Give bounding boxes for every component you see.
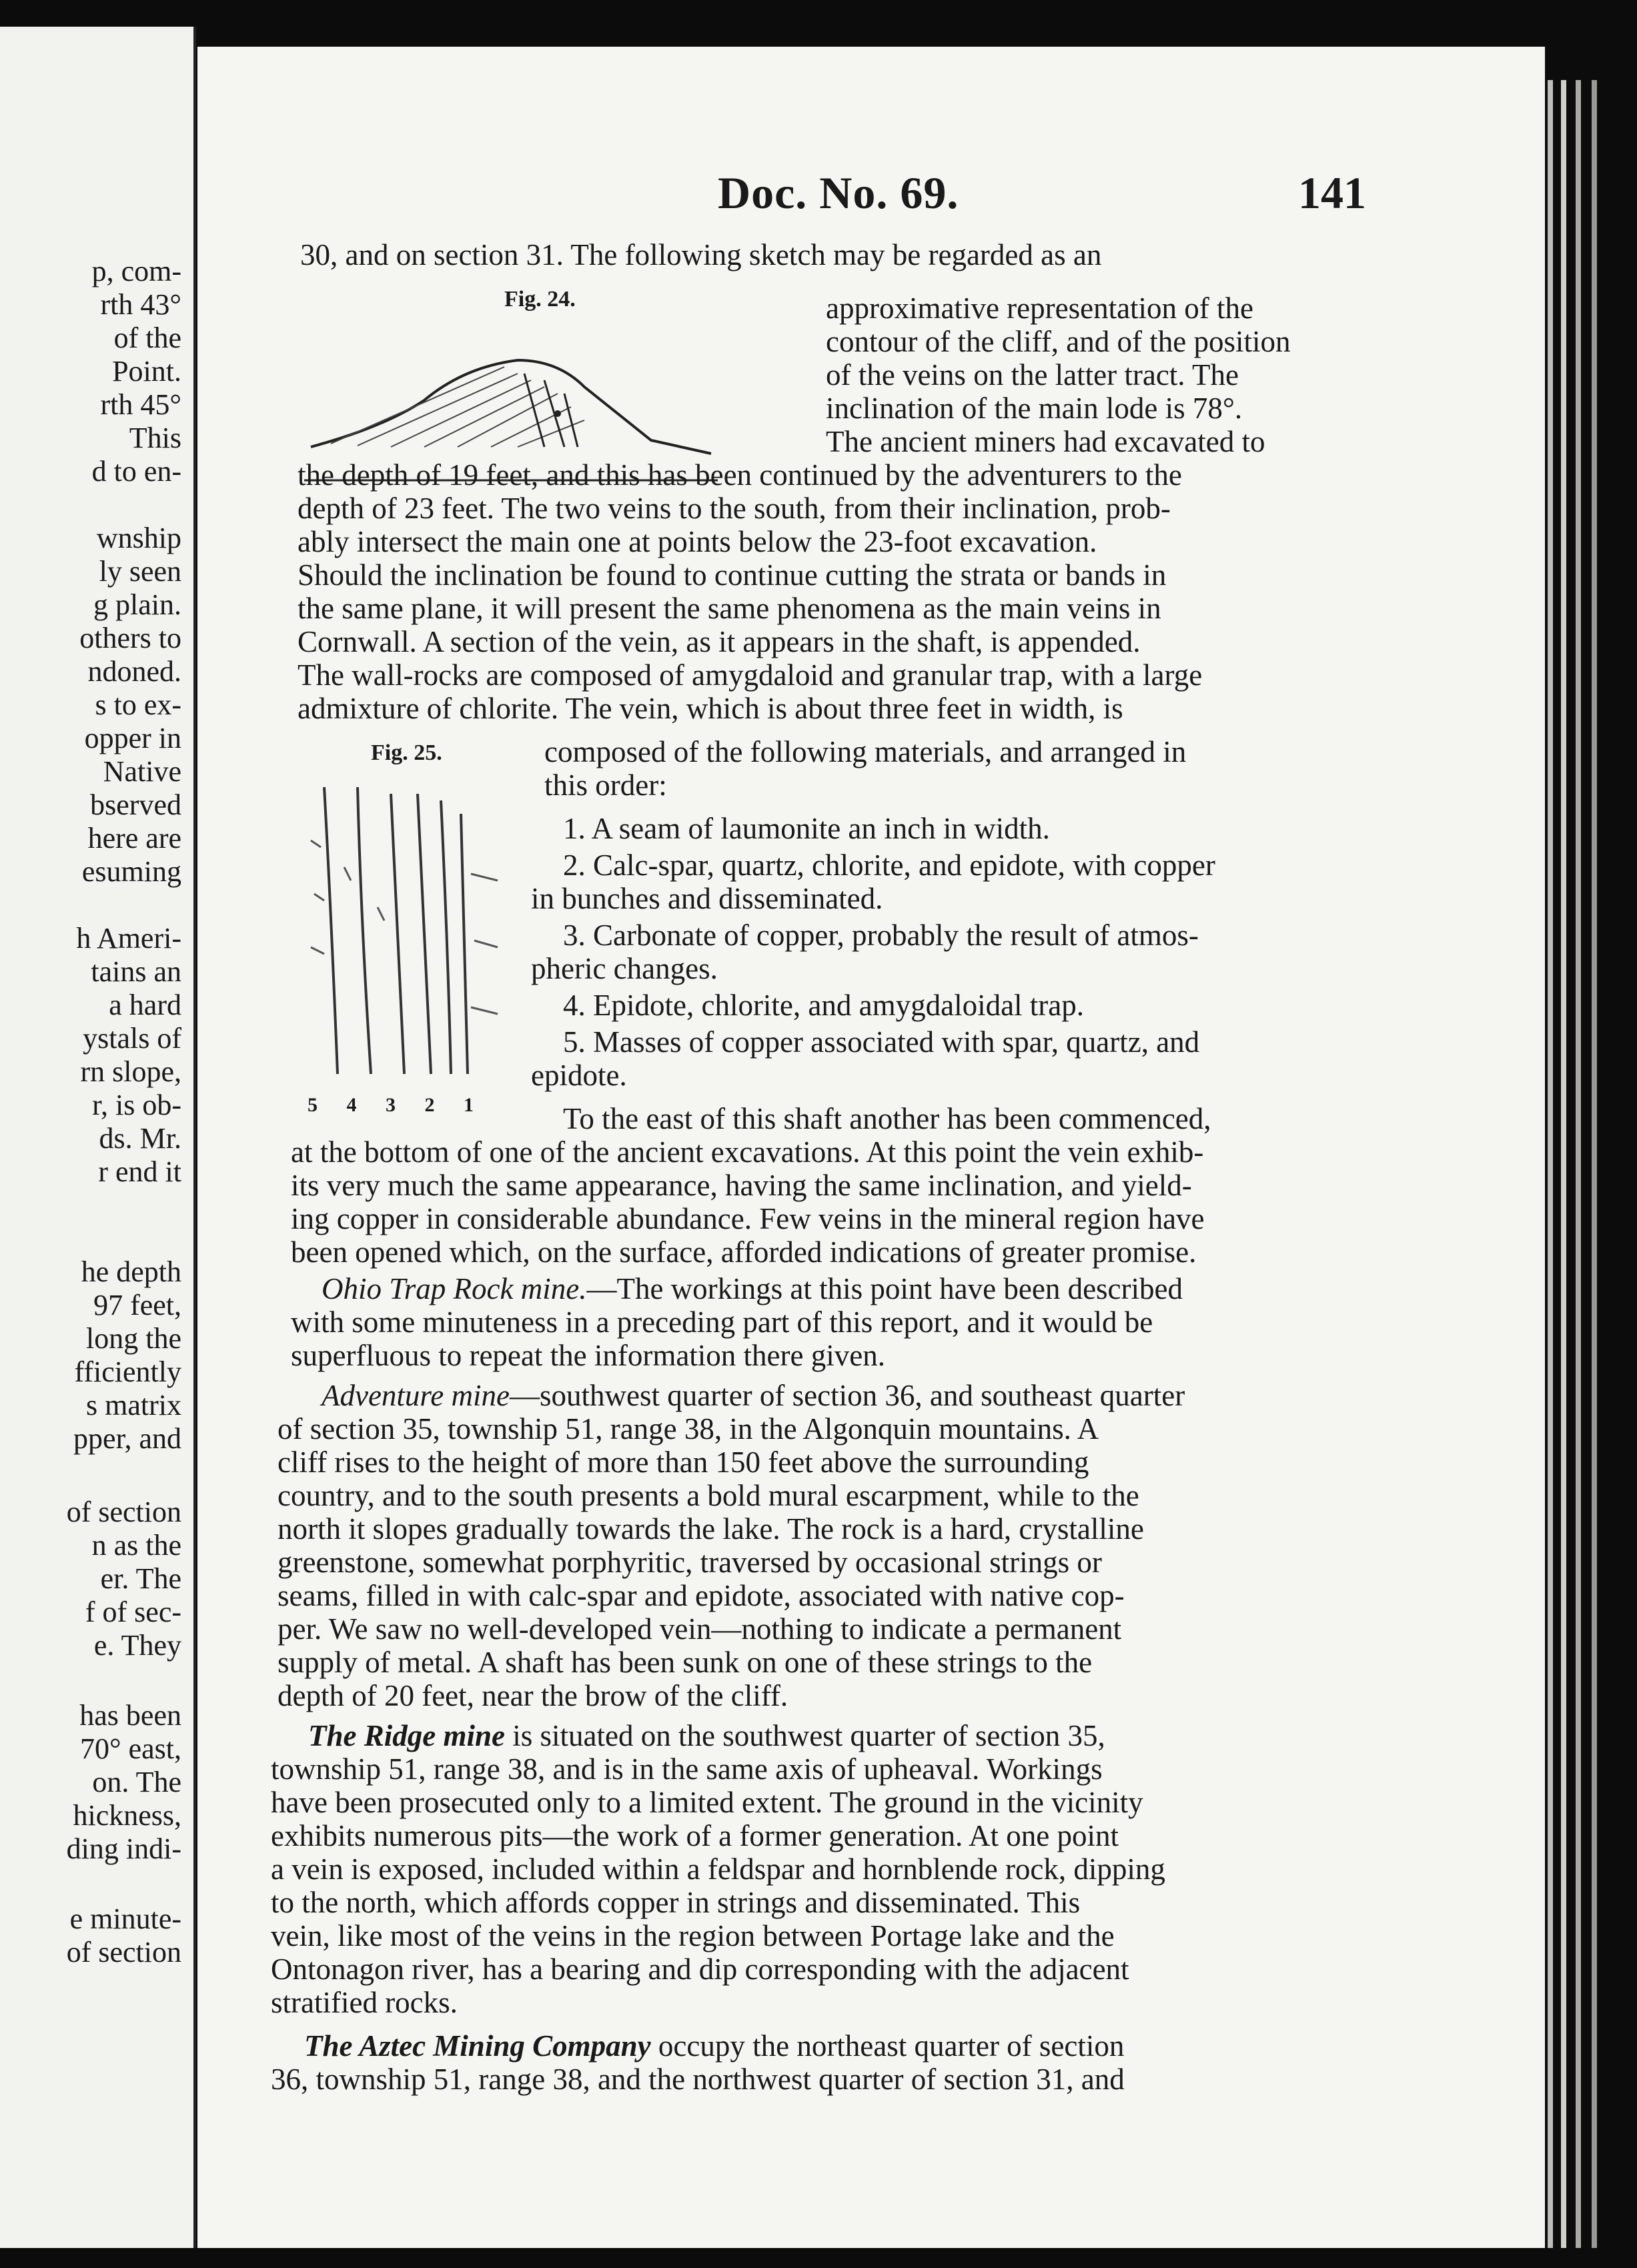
adventure-mine-title: Adventure mine xyxy=(322,1379,510,1412)
left-text-line: e minute- xyxy=(69,1902,181,1935)
body-line: admixture of chlorite. The vein, which is about three feet in width, is xyxy=(298,692,1123,725)
body-line: per. We saw no well-developed vein—nothing to indicate a permanent xyxy=(278,1612,1122,1646)
body-line: approximative representation of the xyxy=(826,292,1254,325)
left-text-line: ds. Mr. xyxy=(99,1122,181,1155)
body-line: with some minuteness in a preceding part of this report, and it would be xyxy=(291,1305,1153,1339)
body-line: depth of 23 feet. The two veins to the south, from their inclination, prob- xyxy=(298,492,1171,525)
list-item: in bunches and disseminated. xyxy=(531,882,883,915)
left-text-line: 97 feet, xyxy=(93,1289,181,1321)
paragraph-adventure-first-line: Adventure mine—southwest quarter of section 36, and southeast quarter xyxy=(322,1379,1185,1412)
body-line: composed of the following materials, and arranged in xyxy=(544,735,1187,768)
body-line: contour of the cliff, and of the position xyxy=(826,325,1291,358)
list-item: 4. Epidote, chlorite, and amygdaloidal trap. xyxy=(563,989,1085,1022)
paragraph-ridge-first-line: The Ridge mine is situated on the southwest quarter of section 35, xyxy=(308,1719,1105,1752)
left-text-line: rth 43° xyxy=(100,288,181,321)
page-number: 141 xyxy=(1298,167,1366,218)
body-line: Cornwall. A section of the vein, as it appears in the shaft, is appended. xyxy=(298,625,1141,658)
body-line: greenstone, somewhat porphyritic, traversed by occasional strings or xyxy=(278,1546,1102,1579)
body-line: have been prosecuted only to a limited extent. The ground in the vicinity xyxy=(271,1786,1143,1819)
left-text-line: Point. xyxy=(112,355,181,388)
left-text-line: on. The xyxy=(92,1766,181,1798)
left-text-line: e. They xyxy=(93,1629,181,1662)
left-text-line: s matrix xyxy=(86,1389,181,1422)
list-item: 1. A seam of laumonite an inch in width. xyxy=(563,812,1050,845)
body-line: supply of metal. A shaft has been sunk on one of these strings to the xyxy=(278,1646,1093,1679)
left-text-line: This xyxy=(129,422,181,454)
left-text-line: g plain. xyxy=(93,588,181,621)
body-line: superfluous to repeat the information there given. xyxy=(291,1339,885,1372)
body-line: of the veins on the latter tract. The xyxy=(826,358,1239,392)
body-line: ing copper in considerable abundance. Few veins in the mineral region have xyxy=(291,1202,1205,1235)
left-text-line: f of sec- xyxy=(85,1596,181,1628)
body-line: exhibits numerous pits—the work of a former generation. At one point xyxy=(271,1819,1119,1852)
left-text-line: rth 45° xyxy=(100,388,181,421)
body-line: inclination of the main lode is 78°. xyxy=(826,392,1243,425)
aztec-company-title: The Aztec Mining Company xyxy=(304,2029,651,2063)
left-text-line: er. The xyxy=(100,1562,181,1595)
left-text-line: wnship xyxy=(96,522,181,554)
page-edges xyxy=(1534,80,1637,2248)
left-text-line: ly seen xyxy=(99,555,181,588)
body-line: of section 35, township 51, range 38, in the Algonquin mountains. A xyxy=(278,1412,1099,1446)
left-text-line: of section xyxy=(66,1936,181,1968)
left-text-line: long the xyxy=(86,1322,181,1355)
body-line: township 51, range 38, and is in the same axis of upheaval. Workings xyxy=(271,1752,1103,1786)
left-text-line: 70° east, xyxy=(79,1732,181,1765)
left-text-line: r, is ob- xyxy=(92,1089,181,1121)
figure-numbers: 5 4 3 2 1 xyxy=(308,1094,486,1116)
left-text-line: pper, and xyxy=(73,1422,181,1455)
left-text-line: bserved xyxy=(90,788,181,821)
left-page-fragment xyxy=(0,27,196,2248)
body-line: the same plane, it will present the same phenomena as the main veins in xyxy=(298,592,1161,625)
list-item: epidote. xyxy=(531,1059,627,1092)
body-line: to the north, which affords copper in strings and disseminated. This xyxy=(271,1886,1081,1919)
body-line: stratified rocks. xyxy=(271,1986,458,2019)
left-text-line: of section xyxy=(66,1496,181,1528)
body-line: its very much the same appearance, having the same inclination, and yield- xyxy=(291,1169,1192,1202)
body-line: this order: xyxy=(544,768,667,802)
body-line: a vein is exposed, included within a feldspar and hornblende rock, dipping xyxy=(271,1852,1165,1886)
left-text-line: a hard xyxy=(109,989,181,1021)
paragraph-ohio-first-line: Ohio Trap Rock mine.—The workings at this point have been described xyxy=(322,1272,1183,1305)
left-text-line: fficiently xyxy=(74,1355,181,1388)
figure-label: Fig. 24. xyxy=(504,287,576,312)
body-line: the depth of 19 feet, and this has been continued by the adventurers to the xyxy=(298,458,1182,492)
body-line: Should the inclination be found to continue cutting the strata or bands in xyxy=(298,558,1167,592)
list-item: 3. Carbonate of copper, probably the result of atmos- xyxy=(563,919,1199,952)
figure-label: Fig. 25. xyxy=(371,740,442,765)
left-text-line: ndoned. xyxy=(87,655,181,688)
list-item: pheric changes. xyxy=(531,952,718,985)
ohio-mine-title: Ohio Trap Rock mine. xyxy=(322,1272,587,1305)
left-text-line: d to en- xyxy=(91,455,181,488)
left-text-line: ding indi- xyxy=(66,1832,181,1865)
left-text-line: others to xyxy=(79,622,181,654)
body-line: seams, filled in with calc-spar and epidote, associated with native cop- xyxy=(278,1579,1125,1612)
left-text-line: h Ameri- xyxy=(76,922,181,955)
left-text-line: Native xyxy=(103,755,181,788)
left-text-line: opper in xyxy=(84,722,181,754)
body-line: been opened which, on the surface, afforded indications of greater promise. xyxy=(291,1235,1197,1269)
list-item: 5. Masses of copper associated with spar, quartz, and xyxy=(563,1025,1200,1059)
left-text-line: esuming xyxy=(81,855,181,888)
left-text-line: p, com- xyxy=(91,255,181,288)
main-page xyxy=(197,47,1545,2248)
left-text-line: rn slope, xyxy=(80,1055,181,1088)
page-header xyxy=(197,167,1545,220)
vein-section-figure xyxy=(298,774,511,1094)
body-line: depth of 20 feet, near the brow of the cliff. xyxy=(278,1679,788,1712)
left-text-line: of the xyxy=(113,322,181,354)
paragraph-aztec-first-line: The Aztec Mining Company occupy the northeast quarter of section xyxy=(304,2029,1125,2063)
left-text-line: tains an xyxy=(91,955,181,988)
list-item: 2. Calc-spar, quartz, chlorite, and epidote, with copper xyxy=(563,848,1215,882)
left-text-line: hickness, xyxy=(73,1799,181,1832)
left-text-line: n as the xyxy=(91,1529,181,1562)
left-text-line: ystals of xyxy=(83,1022,181,1055)
doc-title: Doc. No. 69. xyxy=(718,167,959,218)
body-line: 36, township 51, range 38, and the northwest quarter of section 31, and xyxy=(271,2063,1125,2096)
body-line: To the east of this shaft another has been commenced, xyxy=(563,1102,1211,1135)
body-line: at the bottom of one of the ancient excavations. At this point the vein exhib- xyxy=(291,1135,1204,1169)
left-text-line: has been xyxy=(79,1699,181,1732)
left-text-line: s to ex- xyxy=(95,688,181,721)
body-line: vein, like most of the veins in the region between Portage lake and the xyxy=(271,1919,1115,1952)
left-text-line: here are xyxy=(87,822,181,855)
left-text-line: r end it xyxy=(98,1155,181,1188)
body-line: The ancient miners had excavated to xyxy=(826,425,1265,458)
body-line: The wall-rocks are composed of amygdaloid and granular trap, with a large xyxy=(298,658,1203,692)
body-line: country, and to the south presents a bold mural escarpment, while to the xyxy=(278,1479,1139,1512)
body-line: 30, and on section 31. The following sketch may be regarded as an xyxy=(300,238,1102,271)
left-text-line: he depth xyxy=(81,1255,181,1288)
body-line: cliff rises to the height of more than 150 feet above the surrounding xyxy=(278,1446,1089,1479)
body-line: north it slopes gradually towards the lake. The rock is a hard, crystalline xyxy=(278,1512,1144,1546)
body-line: ably intersect the main one at points below the 23-foot excavation. xyxy=(298,525,1097,558)
ridge-mine-title: The Ridge mine xyxy=(308,1719,505,1752)
body-line: Ontonagon river, has a bearing and dip corresponding with the adjacent xyxy=(271,1952,1129,1986)
